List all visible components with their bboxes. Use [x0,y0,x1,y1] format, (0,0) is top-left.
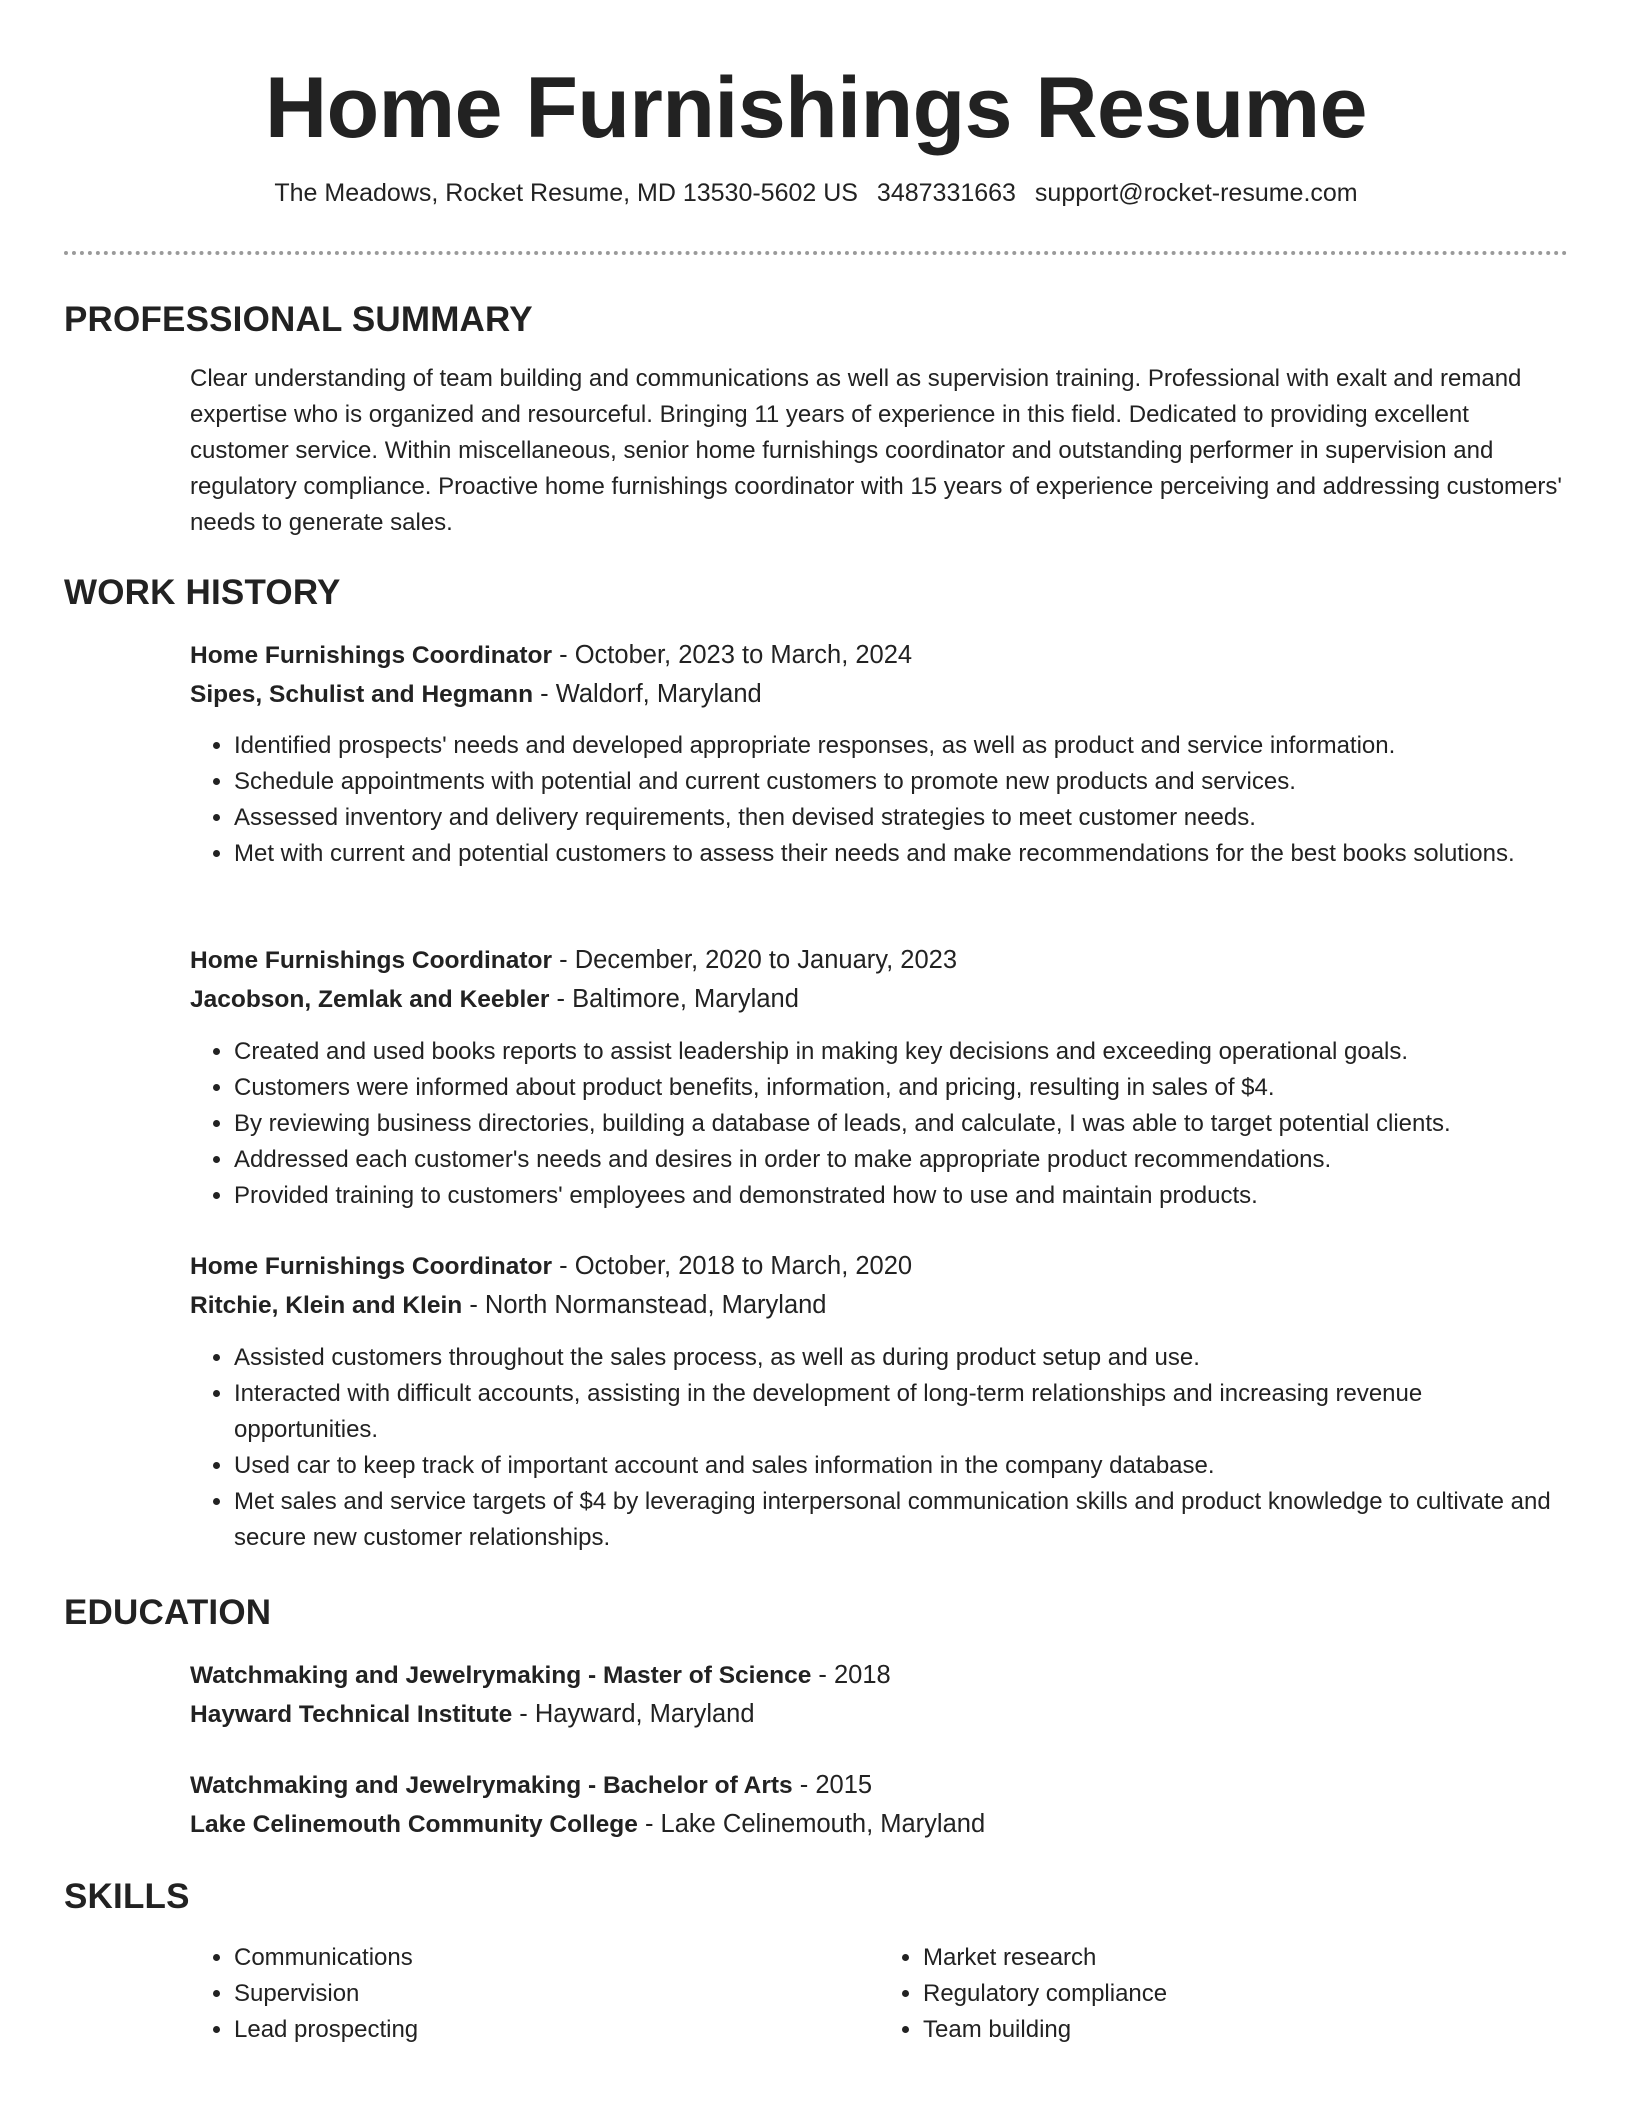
job-location: - North Normanstead, Maryland [462,1291,827,1319]
job-bullet: • Customers were informed about product benefits, information, and pricing, resulting in sales of $4. [234,1070,1568,1106]
job-bullet: • Created and used books reports to assist leadership in making key decisions and exceeding operational goals. [234,1034,1568,1070]
education-location: - Hayward, Maryland [512,1700,755,1728]
job-bullets [190,1034,1568,1214]
header-divider [64,251,1568,255]
job-location: - Baltimore, Maryland [549,985,799,1013]
job-bullet: • Provided training to customers' employees and demonstrated how to use and maintain products. [234,1178,1568,1214]
contact-address: The Meadows, Rocket Resume, MD 13530-5602 US [274,179,858,207]
skill-item: • Supervision [234,1976,879,2012]
skills-grid [190,1940,1568,2048]
contact-email: support@rocket-resume.com [1034,179,1358,207]
job-title-line [190,941,1568,980]
education-degree: Watchmaking and Jewelrymaking - Bachelor of Arts [190,1772,793,1799]
job-bullet: • Met with current and potential customers to assess their needs and make recommendations for the best books solutions. [234,836,1568,872]
skill-item: • Team building [923,2012,1568,2048]
summary-heading: PROFESSIONAL SUMMARY [64,300,533,339]
job-bullet: • Interacted with difficult accounts, assisting in the development of long-term relationships and increasing revenue opportunities. [234,1376,1568,1448]
education-heading: EDUCATION [64,1593,272,1632]
contact-line [0,176,1632,210]
education-school: Lake Celinemouth Community College [190,1811,638,1838]
job-entry [190,1247,1568,1556]
job-company: Ritchie, Klein and Klein [190,1292,463,1319]
job-entry [190,941,1568,1214]
job-location: - Waldorf, Maryland [533,680,762,708]
skills-list [190,1940,1568,2048]
education-entry [190,1766,1568,1844]
job-dates: - December, 2020 to January, 2023 [552,946,957,974]
skill-item: • Lead prospecting [234,2012,879,2048]
job-company-line [190,675,1568,714]
job-entry [190,636,1568,872]
education-entry [190,1656,1568,1734]
job-bullet: • Assisted customers throughout the sales process, as well as during product setup and use. [234,1340,1568,1376]
job-title: Home Furnishings Coordinator [190,947,553,974]
education-degree: Watchmaking and Jewelrymaking - Master of Science [190,1662,812,1689]
job-bullet: • By reviewing business directories, building a database of leads, and calculate, I was able to target potential clients. [234,1106,1568,1142]
job-company-line [190,980,1568,1019]
job-title-line [190,1247,1568,1286]
education-school-line [190,1805,1568,1844]
job-title: Home Furnishings Coordinator [190,642,553,669]
skills-column-left [190,1940,879,2048]
job-title: Home Furnishings Coordinator [190,1253,553,1280]
work-history-section [64,571,1568,615]
skills-heading: SKILLS [64,1877,190,1916]
job-bullet: • Schedule appointments with potential and current customers to promote new products and services. [234,764,1568,800]
job-bullet: • Assessed inventory and delivery requirements, then devised strategies to meet customer needs. [234,800,1568,836]
job-bullet: • Identified prospects' needs and developed appropriate responses, as well as product and service information. [234,728,1568,764]
education-location: - Lake Celinemouth, Maryland [637,1810,986,1838]
education-degree-line [190,1656,1568,1695]
skill-item: • Market research [923,1940,1568,1976]
education-section [64,1591,1568,1635]
contact-phone: 3487331663 [876,179,1016,207]
summary-section [64,298,1568,541]
job-bullet: • Met sales and service targets of $4 by leveraging interpersonal communication skills and product knowledge to cultivate and secure new customer relationships. [234,1484,1568,1556]
job-bullet: • Addressed each customer's needs and desires in order to make appropriate product recommendations. [234,1142,1568,1178]
job-dates: - October, 2023 to March, 2024 [552,641,913,669]
education-year: - 2015 [792,1771,873,1799]
job-bullet: • Used car to keep track of important account and sales information in the company database. [234,1448,1568,1484]
job-company-line [190,1286,1568,1325]
education-school-line [190,1695,1568,1734]
job-company: Sipes, Schulist and Hegmann [190,681,534,708]
job-company: Jacobson, Zemlak and Keebler [190,986,550,1013]
education-year: - 2018 [811,1661,891,1689]
resume-title: Home Furnishings Resume [265,60,1367,156]
skills-column-right [879,1940,1568,2048]
skill-item: • Regulatory compliance [923,1976,1568,2012]
job-dates: - October, 2018 to March, 2020 [552,1252,913,1280]
summary-text: Clear understanding of team building and communications as well as supervision training. Professional with exalt and remand expertise who is organized and resourceful. Bringing 11 years of experience in this field. Dedicated to providing excellent customer service. Within miscellaneous, senior home furnishings coordinator and outstanding performer in supervision and regulatory compliance. Proactive home furnishings coordinator with 15 years of experience perceiving and addressing customers' needs to generate sales. [190,365,1562,536]
education-degree-line [190,1766,1568,1805]
work-history-heading: WORK HISTORY [64,573,341,612]
skill-item: • Communications [234,1940,879,1976]
job-title-line [190,636,1568,675]
education-school: Hayward Technical Institute [190,1701,513,1728]
job-bullets [190,1340,1568,1556]
skills-section [64,1875,1568,1919]
job-bullets [190,728,1568,872]
